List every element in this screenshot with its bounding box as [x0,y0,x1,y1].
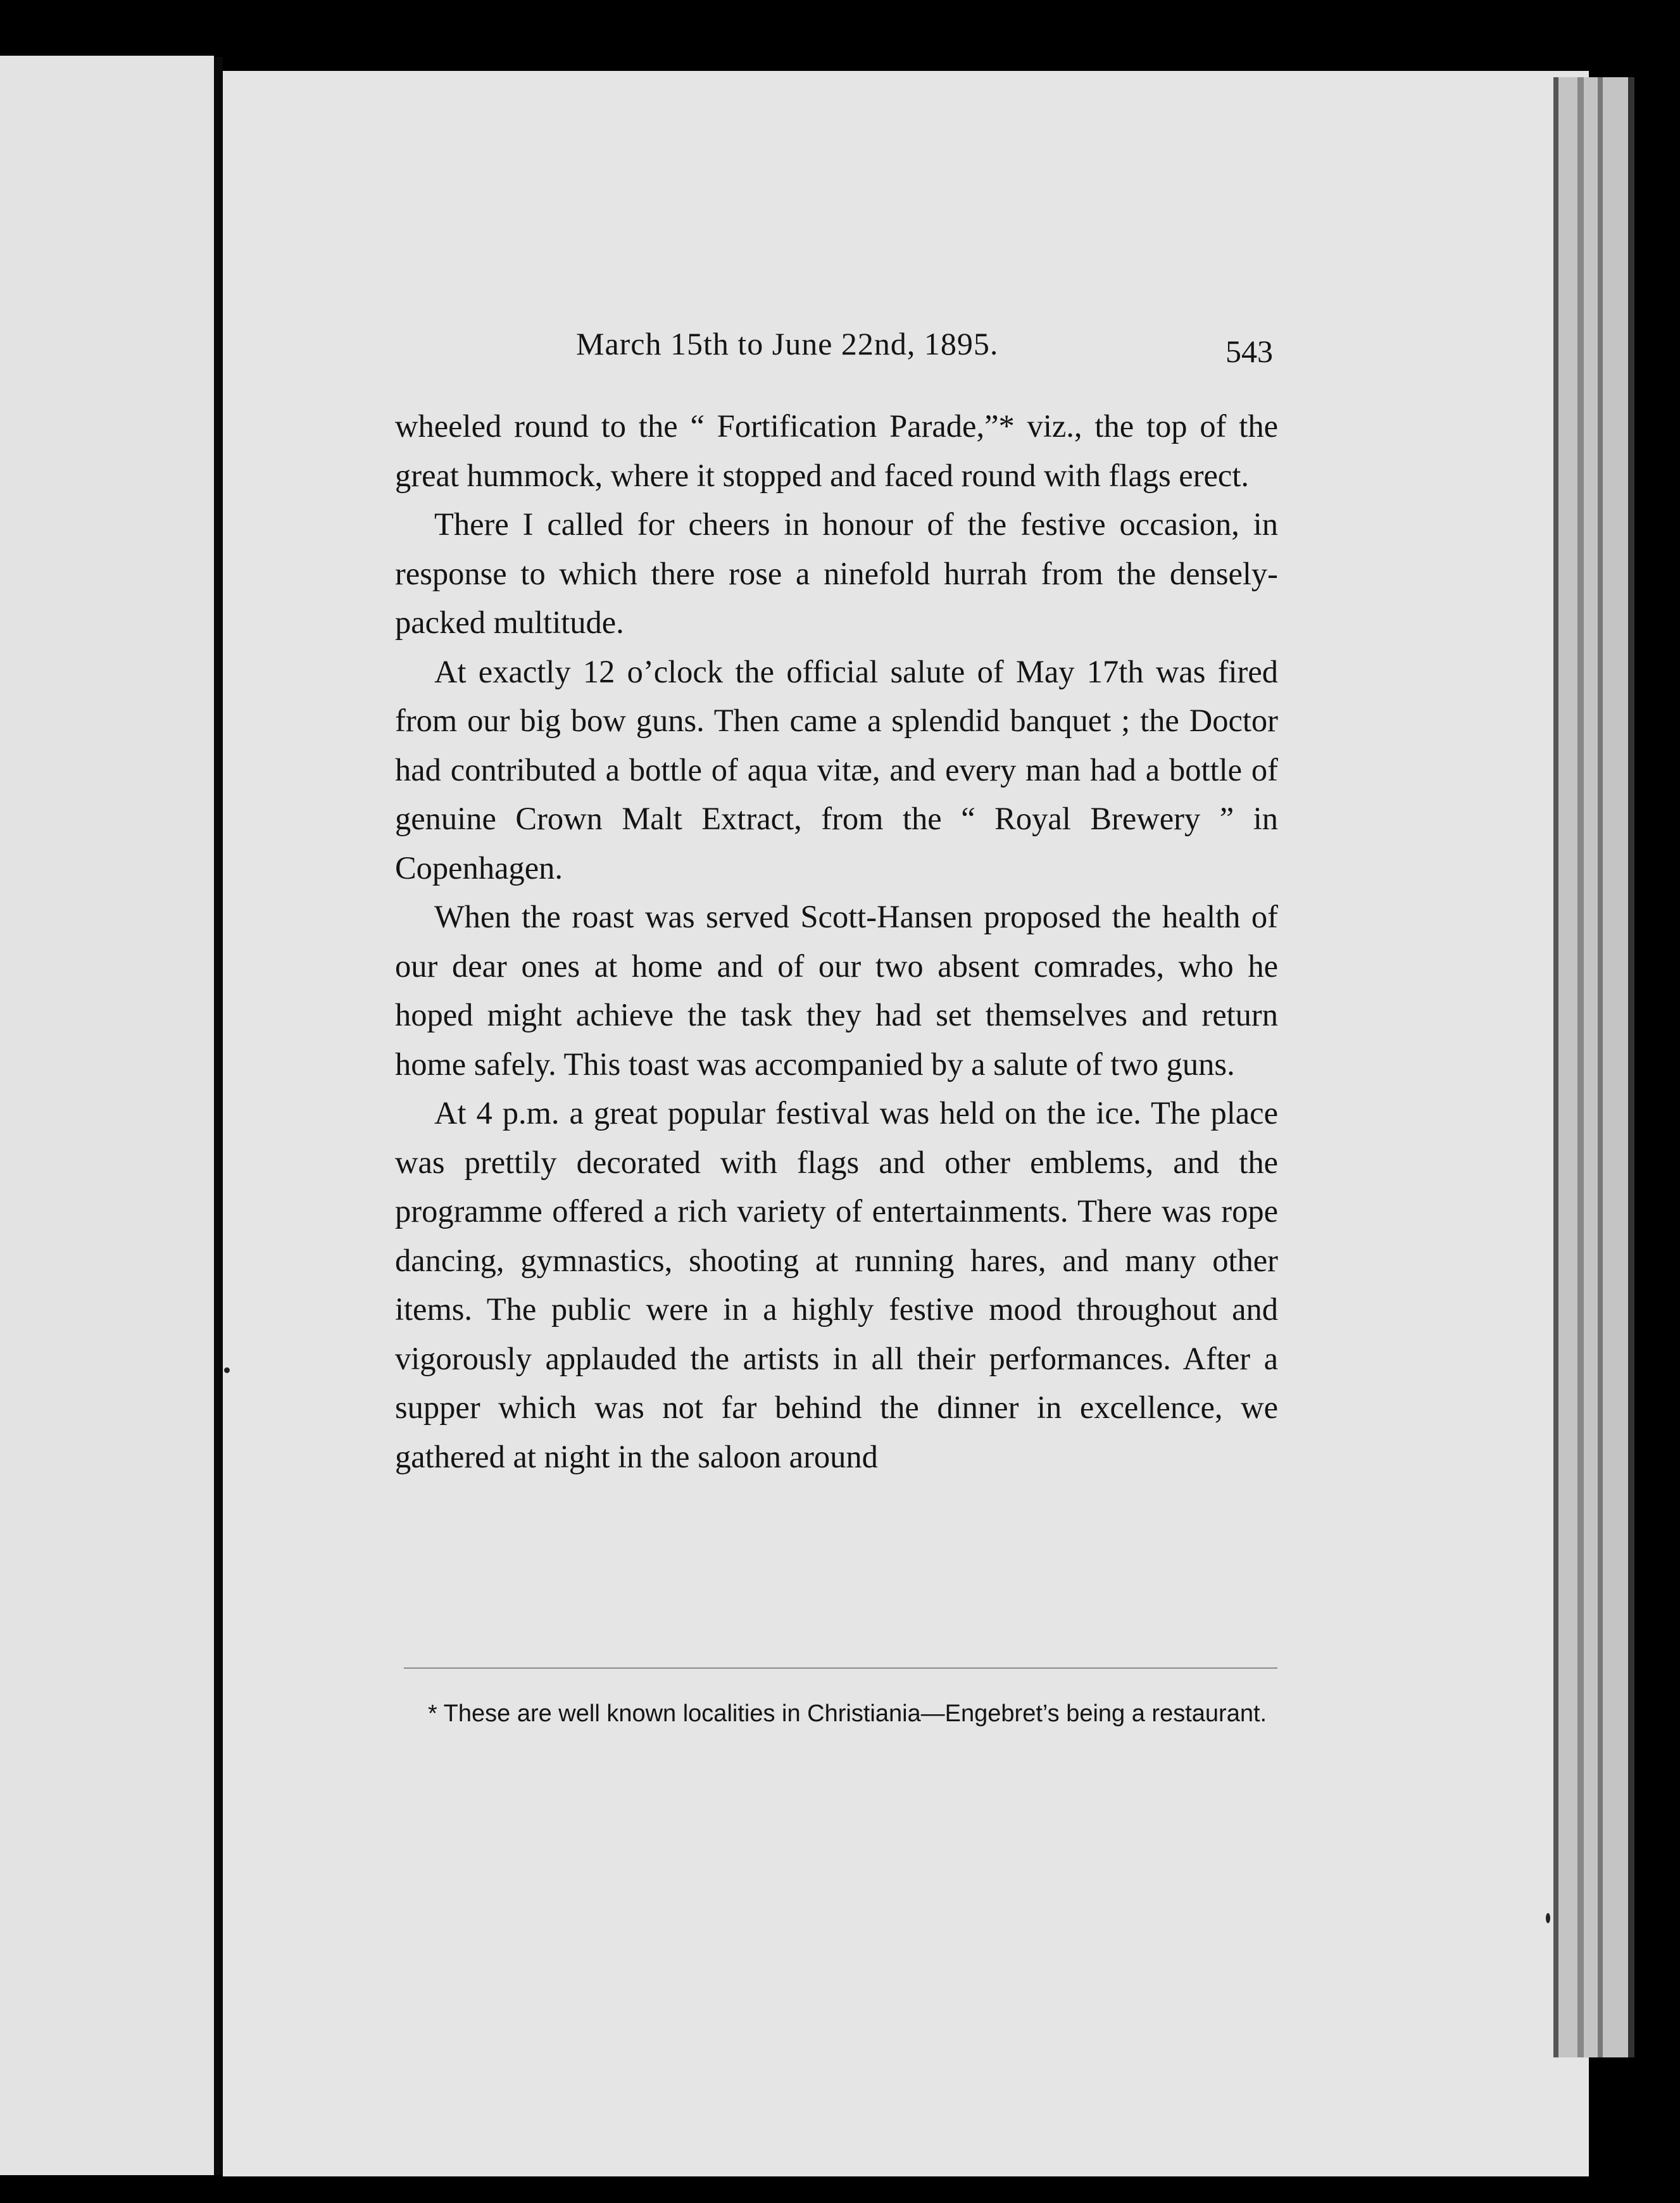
paragraph: When the roast was served Scott-Hansen proposed the health of our dear ones at home and of our two absent comrades, who he hoped might achieve the task they had set themselves and return home safely. This toast was accompanied by a salute of two guns. [395,899,1278,1082]
body-text [395,402,1278,1481]
footnote-divider [404,1667,1277,1669]
print-speck [224,1367,230,1373]
paragraph: There I called for cheers in honour of the festive occasion, in response to which there rose a ninefold hurrah from the densely-packed multitude. [395,506,1278,640]
paragraph: wheeled round to the “ Fortification Parade,”* viz., the top of the great hummock, where it stopped and faced round with flags erect. [395,408,1278,493]
book-gutter [214,57,223,2175]
left-page [0,56,214,2175]
page-number: 543 [1226,334,1273,369]
footnote: * These are well known localities in Christiania—Engebret’s being a restaurant. [428,1700,1267,1727]
print-speck [1546,1913,1550,1923]
page-edge-stack [1553,77,1634,2057]
running-head: March 15th to June 22nd, 1895. [576,326,999,361]
paragraph: At 4 p.m. a great popular festival was held on the ice. The place was prettily decorated with flags and other emblems, and the programme offered a rich variety of entertainments. There was rope dancing, gymnastics, shooting at running hares, and many other items. The public were in a highly festive mood throughout and vigorously applauded the artists in all their performances. After a supper which was not far behind the dinner in excellence, we gathered at night in the saloon around [395,1095,1278,1474]
paragraph: At exactly 12 o’clock the official salute of May 17th was fired from our big bow guns. Then came a splendid banquet ; the Doctor had contributed a bottle of aqua vitæ, and every man had a bottle of genuine Crown Malt Extract, from the “ Royal Brewery ” in Copenhagen. [395,653,1278,886]
